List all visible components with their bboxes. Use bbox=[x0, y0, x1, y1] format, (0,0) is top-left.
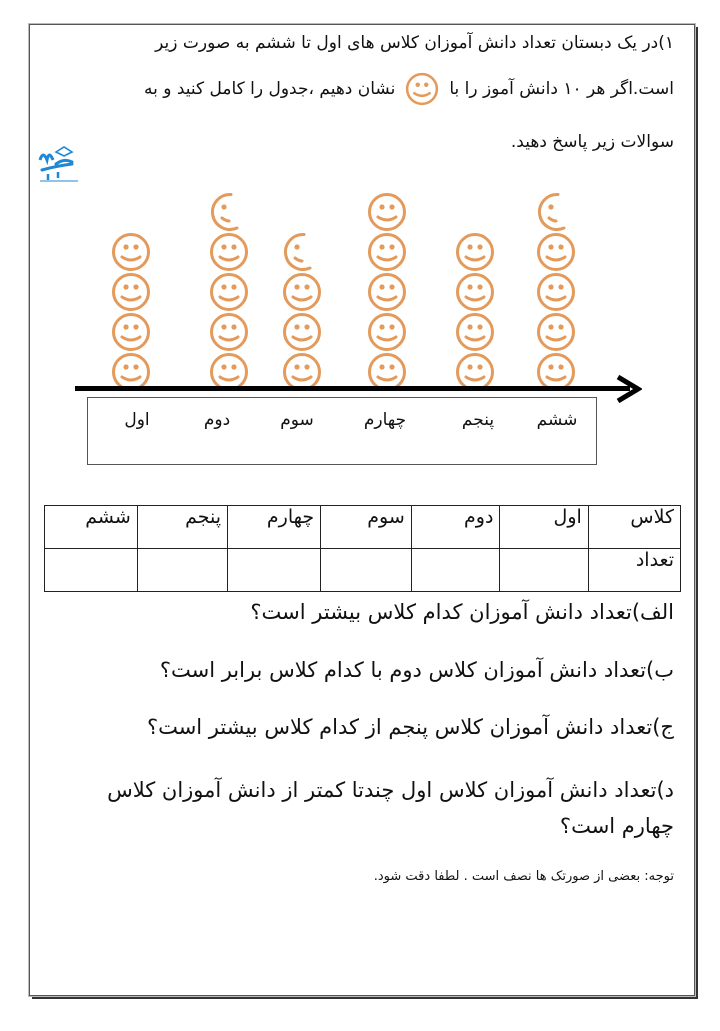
smiley-face-icon bbox=[209, 272, 249, 312]
axis-arrow-icon bbox=[612, 374, 642, 404]
category-label-box bbox=[87, 397, 597, 465]
smiley-face-icon bbox=[282, 272, 322, 312]
count-cell-3[interactable] bbox=[321, 549, 412, 592]
answer-table bbox=[44, 505, 681, 592]
smiley-face-icon bbox=[111, 272, 151, 312]
smiley-face-icon bbox=[282, 312, 322, 352]
intro-line-3: سوالات زیر پاسخ دهید. bbox=[510, 132, 674, 152]
smiley-face-icon bbox=[536, 232, 576, 272]
count-cell-4[interactable] bbox=[228, 549, 321, 592]
table-column-header: سوم bbox=[321, 506, 412, 549]
half-smiley-icon bbox=[209, 192, 249, 232]
smiley-face-icon bbox=[536, 312, 576, 352]
half-smiley-icon bbox=[536, 192, 576, 232]
smiley-face-icon bbox=[367, 232, 407, 272]
count-cell-1[interactable] bbox=[500, 549, 588, 592]
note-text: توجه: بعضی از صورتک ها نصف است . لطفا دقت شود. bbox=[373, 869, 674, 884]
smiley-face-icon bbox=[455, 232, 495, 272]
smiley-face-icon bbox=[536, 272, 576, 312]
smiley-face-icon bbox=[111, 232, 151, 272]
table-header-row bbox=[45, 506, 681, 549]
question-d: د)تعداد دانش آموزان کلاس اول چندتا کمتر از دانش آموزان کلاس چهارم است؟ bbox=[107, 778, 674, 838]
question-b: ب)تعداد دانش آموزان کلاس دوم با کدام کلاس برابر است؟ bbox=[159, 658, 674, 682]
smiley-face-icon bbox=[455, 272, 495, 312]
half-smiley-icon bbox=[282, 232, 322, 272]
category-label-2: دوم bbox=[203, 410, 231, 430]
intro-line-2-end: نشان دهیم ،جدول را کامل کنید و به bbox=[143, 79, 396, 99]
category-label-3: سوم bbox=[280, 410, 314, 430]
question-c: ج)تعداد دانش آموزان کلاس پنجم از کدام کلاس بیشتر است؟ bbox=[146, 715, 674, 739]
question-a: الف)تعداد دانش آموزان کدام کلاس بیشتر است؟ bbox=[250, 600, 674, 624]
count-cell-2[interactable] bbox=[411, 549, 500, 592]
x-axis-line bbox=[75, 386, 630, 391]
table-column-header: ششم bbox=[45, 506, 138, 549]
count-cell-5[interactable] bbox=[137, 549, 227, 592]
smiley-face-icon bbox=[367, 312, 407, 352]
smiley-face-icon bbox=[367, 192, 407, 232]
intro-line-2-start: است.اگر هر ۱۰ دانش آموز را با bbox=[449, 79, 674, 99]
table-column-header: اول bbox=[500, 506, 588, 549]
category-label-5: پنجم bbox=[461, 410, 495, 430]
count-cell-6[interactable] bbox=[45, 549, 138, 592]
category-label-4: چهارم bbox=[363, 410, 407, 430]
table-column-header: پنجم bbox=[137, 506, 227, 549]
table-column-header: چهارم bbox=[228, 506, 321, 549]
smiley-face-icon bbox=[111, 312, 151, 352]
smiley-face-icon bbox=[209, 232, 249, 272]
table-count-row bbox=[45, 549, 681, 592]
table-row-label: تعداد bbox=[588, 549, 680, 592]
category-label-6: ششم bbox=[536, 410, 578, 430]
category-label-1: اول bbox=[124, 410, 150, 430]
smiley-face-icon bbox=[367, 272, 407, 312]
table-column-header: دوم bbox=[411, 506, 500, 549]
table-header-label: کلاس bbox=[588, 506, 680, 549]
smiley-face-icon bbox=[455, 312, 495, 352]
smiley-face-icon bbox=[209, 312, 249, 352]
intro-line-1: ۱)در یک دبستان تعداد دانش آموزان کلاس های اول تا ششم به صورت زیر bbox=[155, 33, 674, 53]
